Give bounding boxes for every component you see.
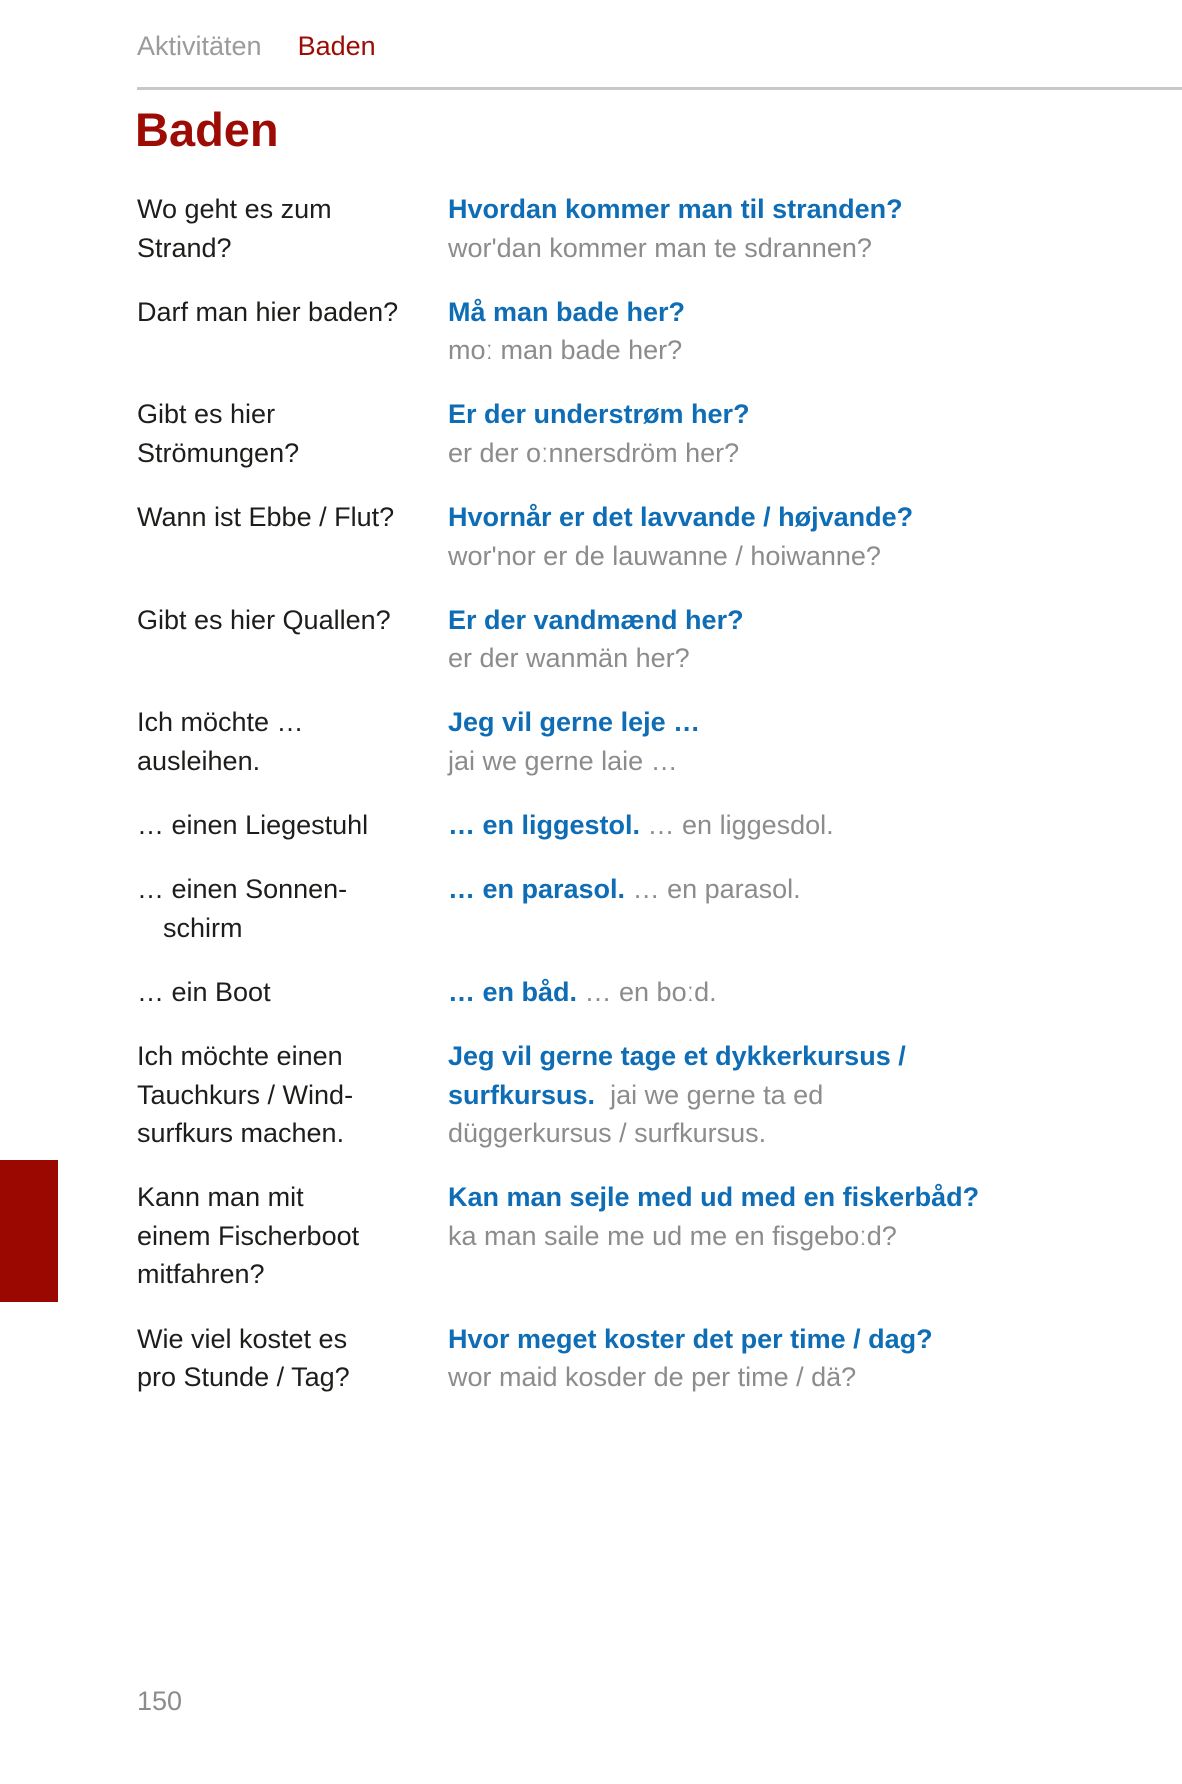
danish-phrase-line <box>448 742 1147 781</box>
pronunciation-segment: moː man bade her? <box>448 335 683 366</box>
pronunciation-segment: wor'nor er de lauwanne / hoiwanne? <box>448 540 881 571</box>
danish-phrase-line <box>448 703 1147 742</box>
german-phrase-line: ausleihen. <box>137 746 261 777</box>
german-phrase-line: Ich möchte … <box>137 707 304 738</box>
danish-phrase-line <box>448 639 1147 678</box>
phrase-row <box>137 1037 1147 1153</box>
german-phrase <box>137 498 448 575</box>
phrase-row <box>137 806 1147 845</box>
danish-text-segment: Er der vandmænd her? <box>448 604 744 635</box>
german-phrase-line: mitfahren? <box>137 1259 265 1290</box>
german-phrase-line: Wo geht es zum <box>137 194 332 224</box>
danish-text-segment: Hvor meget koster det per time / dag? <box>448 1323 933 1354</box>
german-phrase-line: Gibt es hier <box>137 399 276 430</box>
danish-phrase-line <box>448 1320 1147 1359</box>
german-phrase <box>137 190 448 267</box>
danish-phrase <box>448 806 1147 845</box>
pronunciation-segment: wor'dan kommer man te sdrannen? <box>448 232 872 263</box>
pronunciation-segment: … en boːd. <box>577 976 717 1007</box>
danish-phrase <box>448 1320 1147 1397</box>
phrase-row <box>137 395 1147 472</box>
danish-phrase-line <box>448 498 1147 537</box>
danish-text-segment: Er der understrøm her? <box>448 399 750 430</box>
danish-phrase-line <box>448 395 1147 434</box>
german-phrase-line: … einen Sonnen- <box>137 874 348 905</box>
pronunciation-segment: er der wanmän her? <box>448 643 690 674</box>
german-phrase-line: einem Fischerboot <box>137 1220 360 1251</box>
danish-phrase <box>448 973 1147 1012</box>
phrase-row <box>137 1320 1147 1397</box>
danish-phrase-line <box>448 601 1147 640</box>
pronunciation-segment: jai we gerne ta ed <box>595 1079 824 1110</box>
german-phrase-line: Strömungen? <box>137 437 300 468</box>
phrase-row <box>137 703 1147 780</box>
breadcrumb-section: Aktivitäten <box>137 31 262 61</box>
danish-phrase-line <box>448 331 1147 370</box>
german-phrase <box>137 1178 448 1294</box>
pronunciation-segment: düggerkursus / surfkursus. <box>448 1118 767 1149</box>
pronunciation-segment: er der oːnnersdröm her? <box>448 437 740 468</box>
phrase-row <box>137 190 1147 267</box>
danish-phrase <box>448 293 1147 370</box>
german-phrase <box>137 1320 448 1397</box>
phrase-row <box>137 1178 1147 1294</box>
danish-phrase-line <box>448 1217 1147 1256</box>
danish-phrase-line <box>448 190 1147 229</box>
phrase-row <box>137 293 1147 370</box>
danish-text-segment: … en liggestol. <box>448 810 641 841</box>
danish-phrase <box>448 601 1147 678</box>
german-phrase-line: Gibt es hier Quallen? <box>137 604 391 635</box>
danish-text-segment: … en båd. <box>448 976 578 1007</box>
german-phrase <box>137 806 448 845</box>
danish-text-segment: Hvordan kommer man til stranden? <box>448 194 903 224</box>
german-phrase <box>137 973 448 1012</box>
danish-phrase <box>448 395 1147 472</box>
danish-text-segment: Jeg vil gerne leje … <box>448 707 701 738</box>
german-phrase-line: Ich möchte einen <box>137 1041 343 1071</box>
german-phrase-line: Darf man hier baden? <box>137 296 399 327</box>
danish-phrase <box>448 703 1147 780</box>
pronunciation-segment: … en parasol. <box>625 874 801 905</box>
german-phrase-line: … ein Boot <box>137 976 271 1007</box>
german-phrase-line: pro Stunde / Tag? <box>137 1362 350 1393</box>
danish-phrase-line <box>448 1037 1147 1076</box>
danish-phrase <box>448 190 1147 267</box>
danish-phrase-line <box>448 1076 1147 1115</box>
danish-phrase-line <box>448 806 1147 845</box>
german-phrase <box>137 870 448 947</box>
danish-phrase-line <box>448 1114 1147 1153</box>
danish-phrase <box>448 498 1147 575</box>
pronunciation-segment: ka man saile me ud me en fisgeboːd? <box>448 1220 897 1251</box>
danish-phrase-line <box>448 973 1147 1012</box>
danish-text-segment: Hvornår er det lavvande / højvande? <box>448 502 914 533</box>
danish-text-segment: Må man bade her? <box>448 296 686 327</box>
danish-phrase-line <box>448 1178 1147 1217</box>
breadcrumb-chapter: Baden <box>297 31 376 61</box>
german-phrase <box>137 601 448 678</box>
german-phrase-line: surfkurs machen. <box>137 1118 345 1149</box>
german-phrase <box>137 1037 448 1153</box>
danish-text-segment: Jeg vil gerne tage et dykkerkursus / <box>448 1041 906 1071</box>
german-phrase-line: Wie viel kostet es <box>137 1323 348 1354</box>
german-phrase-line: … einen Liegestuhl <box>137 810 369 841</box>
german-phrase <box>137 395 448 472</box>
german-phrase-line: Kann man mit <box>137 1182 304 1213</box>
german-phrase-line: Wann ist Ebbe / Flut? <box>137 502 395 533</box>
breadcrumb <box>137 30 376 62</box>
german-phrase-line: Tauchkurs / Wind- <box>137 1079 354 1110</box>
danish-text-segment: Kan man sejle med ud med en fiskerbåd? <box>448 1182 980 1213</box>
header-rule <box>137 87 1182 90</box>
danish-text-segment: surfkursus. <box>448 1079 596 1110</box>
danish-phrase-line <box>448 293 1147 332</box>
german-phrase-line: Strand? <box>137 232 232 263</box>
danish-phrase <box>448 1178 1147 1294</box>
phrase-row <box>137 973 1147 1012</box>
german-phrase-line: schirm <box>163 912 243 943</box>
page-title: Baden <box>135 103 279 156</box>
danish-phrase <box>448 870 1147 947</box>
pronunciation-segment: jai we gerne laie … <box>448 746 678 777</box>
chapter-tab-marker <box>0 1160 58 1302</box>
phrase-row <box>137 601 1147 678</box>
danish-phrase-line <box>448 229 1147 268</box>
danish-phrase-line <box>448 434 1147 473</box>
danish-text-segment: … en parasol. <box>448 874 626 905</box>
danish-phrase-line <box>448 537 1147 576</box>
danish-phrase-line <box>448 1358 1147 1397</box>
danish-phrase-line <box>448 870 1147 909</box>
phrase-row <box>137 498 1147 575</box>
german-phrase <box>137 293 448 370</box>
german-phrase <box>137 703 448 780</box>
phrase-row <box>137 870 1147 947</box>
pronunciation-segment: … en liggesdol. <box>640 810 834 841</box>
phrase-list <box>137 190 1147 1422</box>
pronunciation-segment: wor maid kosder de per time / dä? <box>448 1362 857 1393</box>
danish-phrase <box>448 1037 1147 1153</box>
page-number: 150 <box>137 1686 183 1716</box>
